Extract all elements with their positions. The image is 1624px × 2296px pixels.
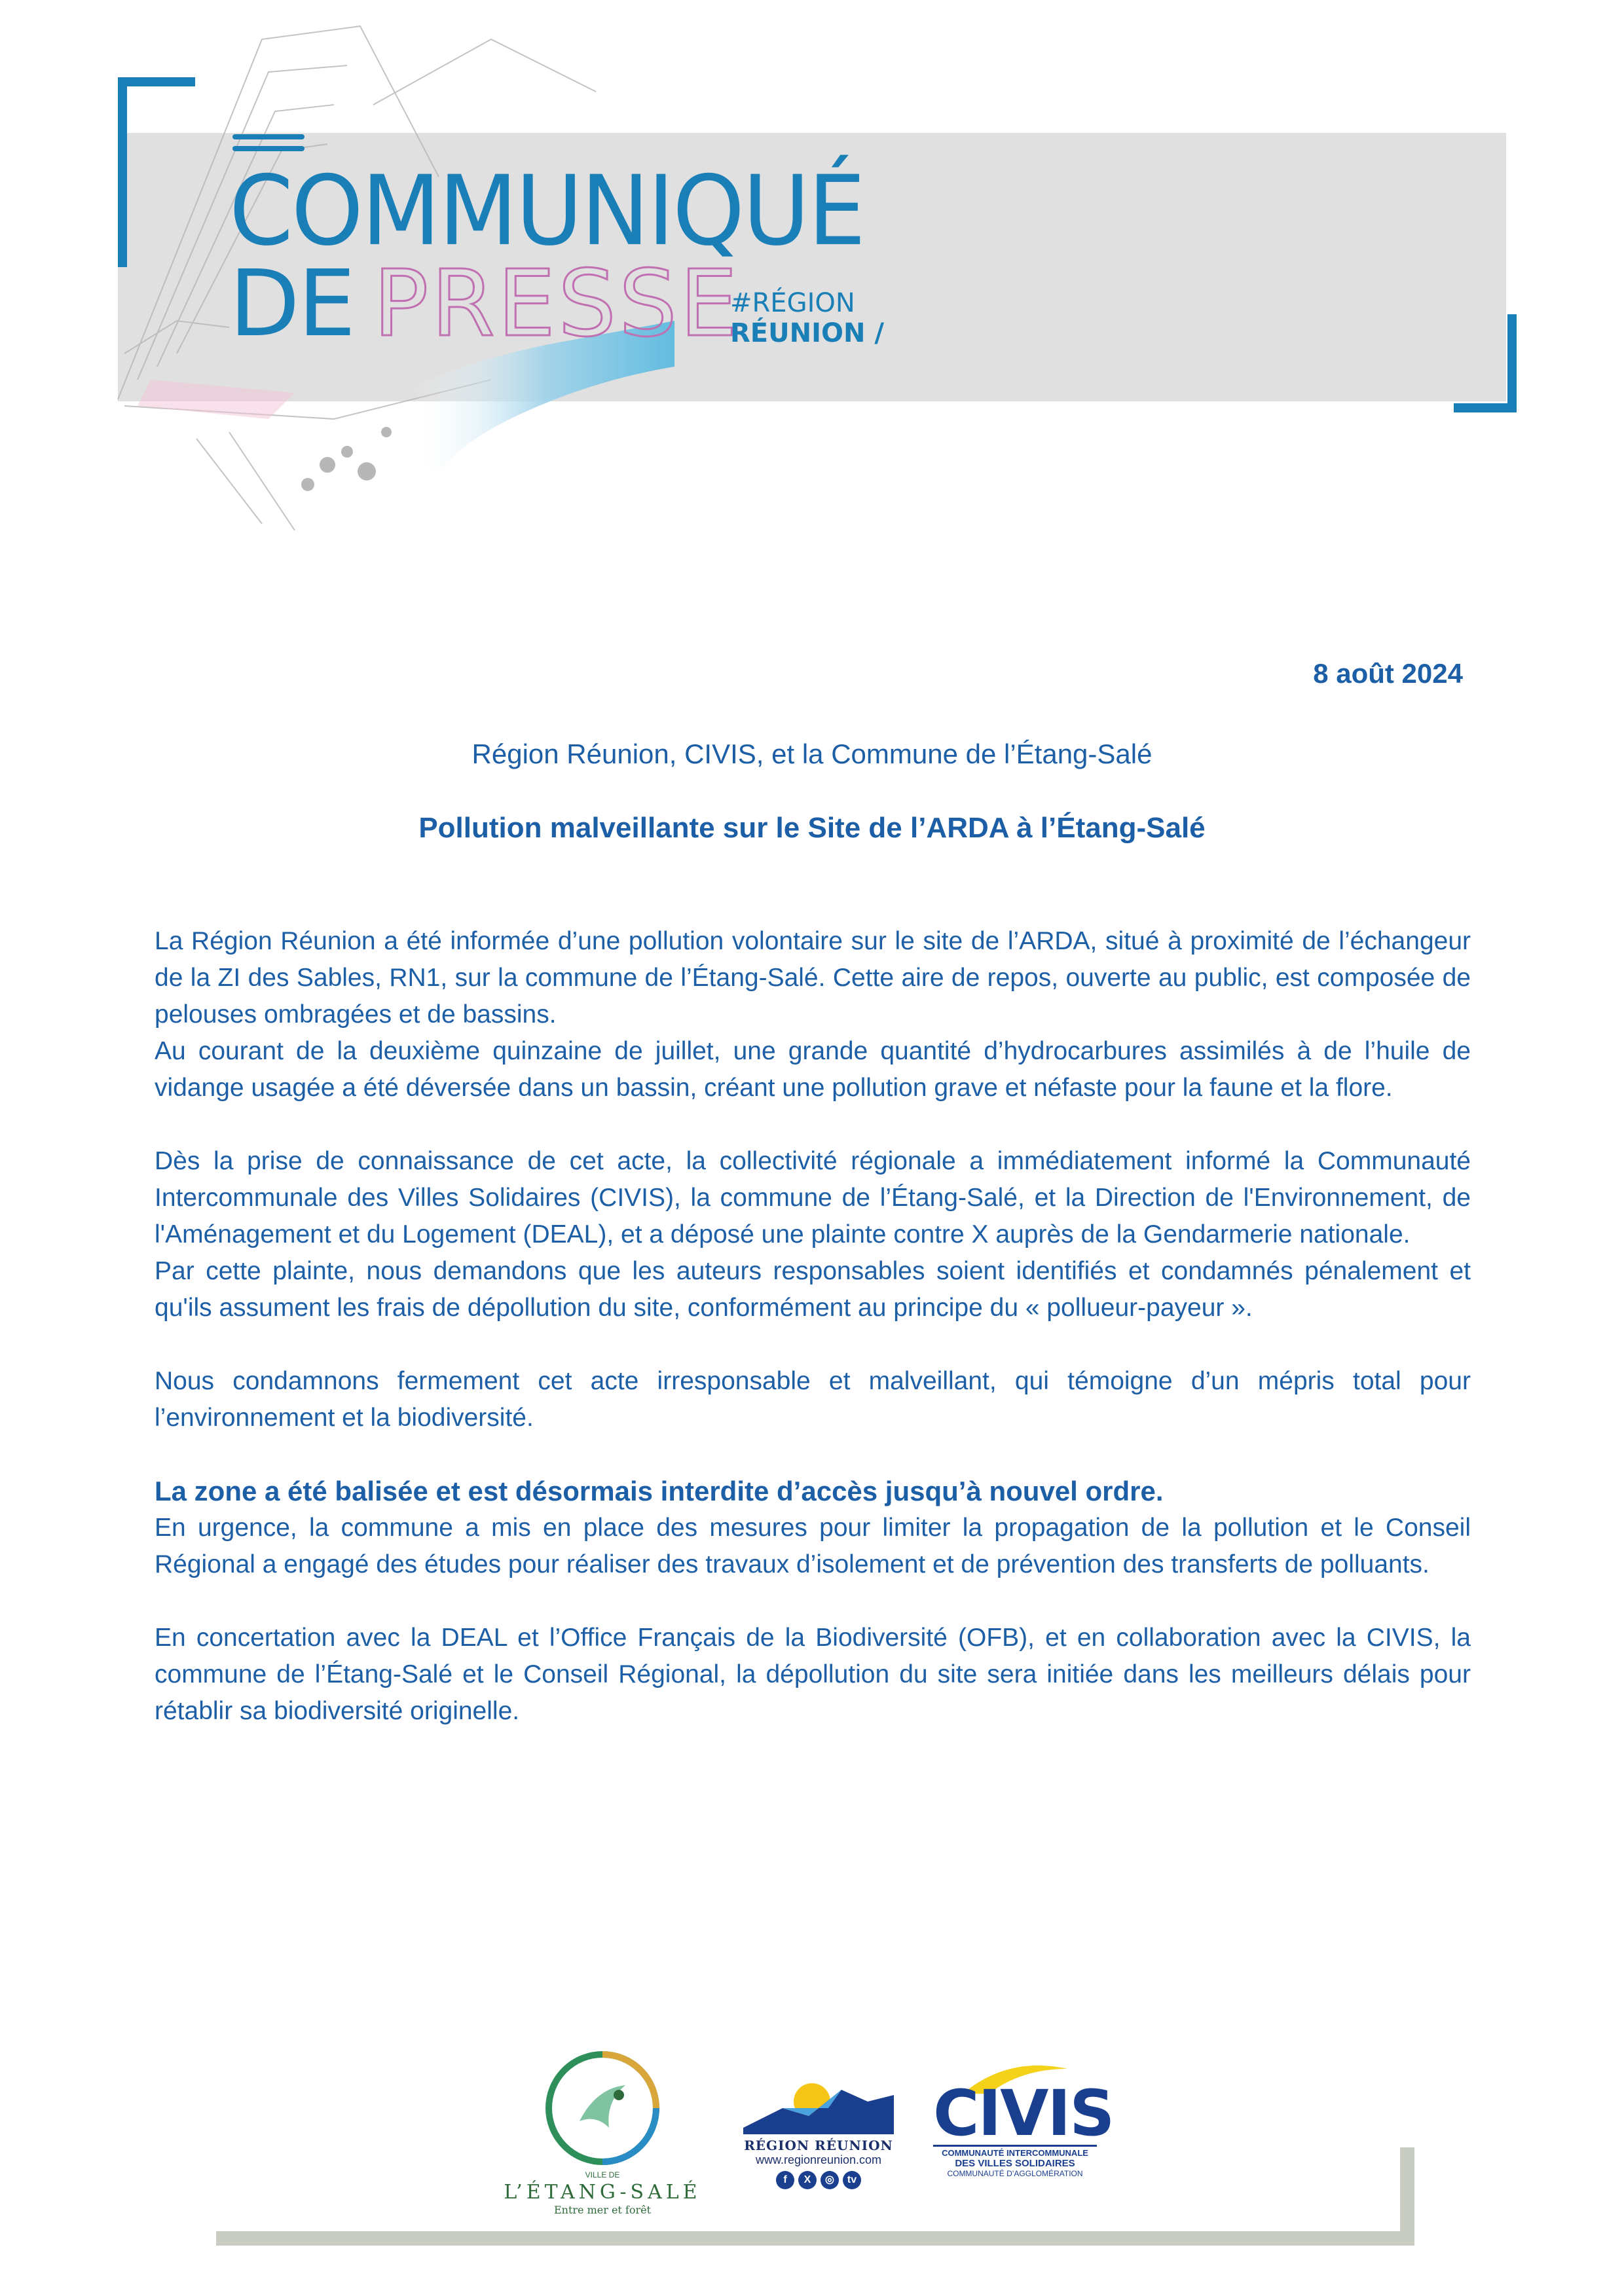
press-release-title-de: DE	[229, 251, 354, 357]
region-reunion-mountain-icon	[743, 2075, 894, 2134]
release-headline: Pollution malveillante sur le Site de l’ARDA à l’Étang-Salé	[418, 812, 1206, 844]
civis-sub1: COMMUNAUTÉ INTERCOMMUNALE	[933, 2145, 1097, 2158]
region-social-icons	[737, 2171, 900, 2189]
hashtag-line1: #RÉGION	[730, 288, 855, 318]
logo-region-reunion	[737, 2075, 900, 2189]
press-release-title-line1: COMMUNIQUÉ	[229, 155, 864, 268]
etang-name: L’ÉTANG-SALÉ	[504, 2181, 701, 2204]
paragraph-1: La Région Réunion a été informée d’une pollution volontaire sur le site de l’ARDA, situé à proximité de l’échangeur de la ZI des Sables, RN1, sur la commune de l’Étang-Salé. Cette aire de repos, ouverte au public, est composée de pelouses ombragées et de bassins.	[155, 927, 1471, 1029]
region-url: www.regionreunion.com	[755, 2153, 882, 2166]
paragraph-5: Nous condamnons fermement cet acte irresponsable et malveillant, qui témoigne d’un mépris total pour l’environnement et la biodiversité.	[155, 1367, 1471, 1432]
paragraph-6-bold: La zone a été balisée et est désormais interdite d’accès jusqu’à nouvel ordre.	[155, 1476, 1164, 1506]
header-bracket-top-left	[118, 77, 195, 267]
x-icon[interactable]: X	[798, 2171, 817, 2189]
civis-sub2: DES VILLES SOLIDAIRES	[955, 2158, 1075, 2169]
header-bracket-bottom-right	[1454, 314, 1517, 412]
release-date: 8 août 2024	[1313, 658, 1463, 689]
civis-sub3: COMMUNAUTÉ D’AGGLOMÉRATION	[947, 2169, 1083, 2178]
header-lines-icon	[232, 134, 304, 158]
paragraph-7: En urgence, la commune a mis en place des mesures pour limiter la propagation de la pollution et le Conseil Régional a engagé des études pour réaliser des travaux d’isolement et de prévention des transferts de polluants.	[155, 1514, 1471, 1578]
hashtag-region-reunion	[730, 288, 884, 348]
region-name: RÉGION RÉUNION	[744, 2138, 893, 2153]
paragraph-2: Au courant de la deuxième quinzaine de juillet, une grande quantité d’hydrocarbures assimilés à de l’huile de vidange usagée a été déversée dans un bassin, créant une pollution grave et néfaste pour la faune et la flore.	[155, 1037, 1471, 1102]
logo-civis	[933, 2062, 1114, 2178]
logo-etang-sale	[491, 2049, 714, 2216]
civis-name: CIVIS	[933, 2077, 1114, 2150]
etang-tagline: Entre mer et forêt	[553, 2204, 652, 2216]
instagram-icon[interactable]: ◎	[821, 2171, 839, 2189]
facebook-icon[interactable]: f	[776, 2171, 794, 2189]
press-release-title-presse: PRESSE	[373, 251, 741, 357]
paragraph-8: En concertation avec la DEAL et l’Office Français de la Biodiversité (OFB), et en collaboration avec la CIVIS, la commune de l’Étang-Salé et le Conseil Régional, la dépollution du site sera initiée dans les meilleurs délais pour rétablir sa biodiversité originelle.	[155, 1624, 1471, 1725]
tv-icon[interactable]: tv	[843, 2171, 861, 2189]
paragraph-3: Dès la prise de connaissance de cet acte, la collectivité régionale a immédiatement informé la Communauté Intercommunale des Villes Solidaires (CIVIS), la commune de l’Étang-Salé, et la Direction de l'Environnement, de l'Aménagement et du Logement (DEAL), et a déposé une plainte contre X auprès de la Gendarmerie nationale.	[155, 1147, 1471, 1248]
hashtag-line2: RÉUNION /	[730, 318, 884, 348]
paragraph-4: Par cette plainte, nous demandons que les auteurs responsables soient identifiés et condamnés pénalement et qu'ils assument les frais de dépollution du site, conformément au principe du « pollueur-payeur ».	[155, 1257, 1471, 1322]
release-subtitle: Région Réunion, CIVIS, et la Commune de l’Étang-Salé	[471, 738, 1153, 769]
etang-ville-label: VILLE DE	[585, 2170, 620, 2179]
etang-sale-emblem-icon	[544, 2049, 661, 2167]
release-body	[155, 923, 1471, 1730]
